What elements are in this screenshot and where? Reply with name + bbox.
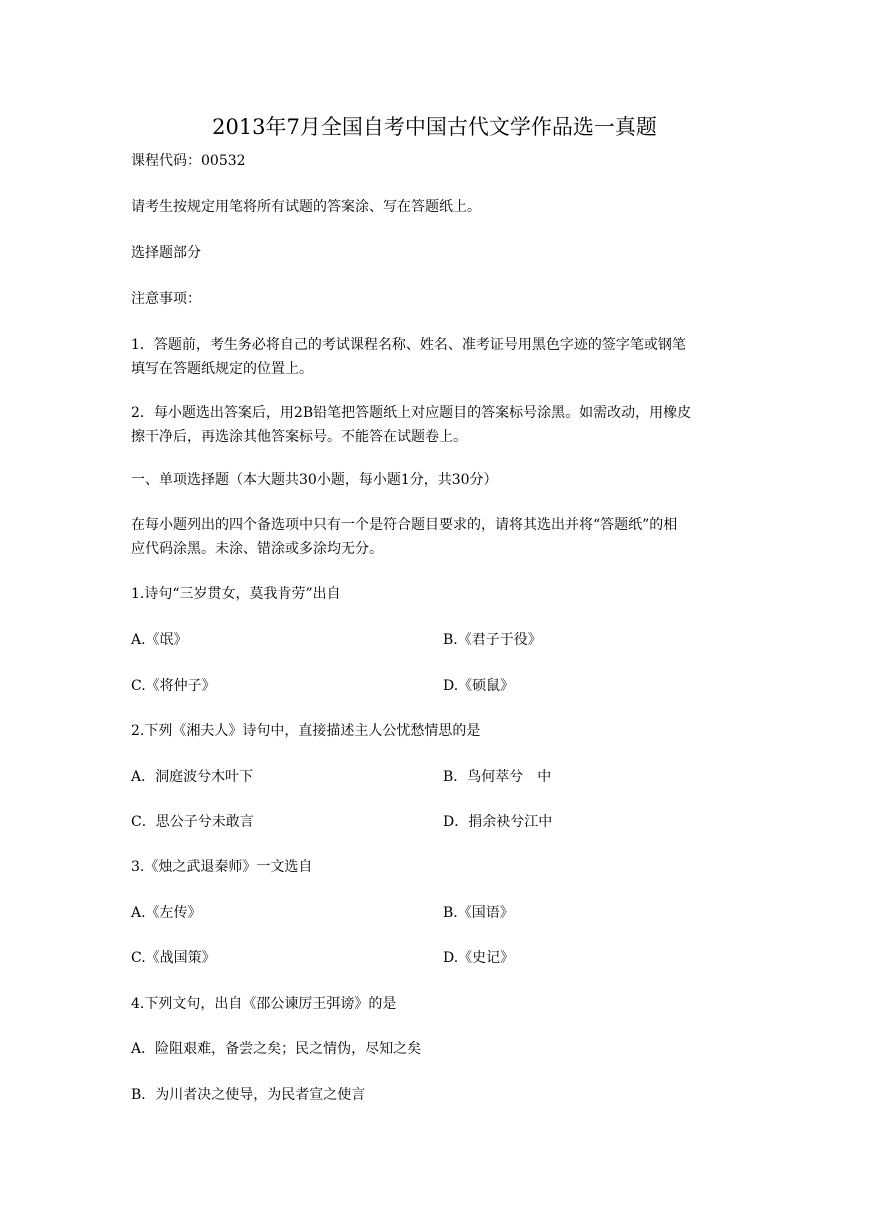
question-stem: 2.下列《湘夫人》诗句中，直接描述主人公忧愁情思的是 [131, 723, 481, 739]
option-d: D.《硕鼠》 [443, 678, 515, 694]
option-c: C.《战国策》 [131, 950, 216, 966]
question-stem: 4.下列文句，出自《邵公谏厉王弭谤》的是 [131, 996, 397, 1012]
document-title: 2013年7月全国自考中国古代文学作品选一真题 [212, 115, 657, 139]
question-stem: 1.诗句“三岁贯女，莫我肯劳”出自 [131, 586, 341, 602]
option-c: C.《将仲子》 [131, 678, 216, 694]
option-d: D．捐余袂兮江中 [443, 814, 553, 830]
notice-heading: 注意事项： [131, 291, 201, 307]
option-d: D.《史记》 [443, 950, 515, 966]
option-b: B．鸟何萃兮 中 [443, 769, 552, 785]
option-b: B.《国语》 [443, 905, 514, 921]
course-code: 课程代码：00532 [131, 153, 246, 169]
option-b: B．为川者决之使导，为民者宣之使言 [131, 1087, 366, 1103]
exam-instruction: 请考生按规定用笔将所有试题的答案涂、写在答题纸上。 [131, 199, 481, 215]
part-instruction-line-1: 在每小题列出的四个备选项中只有一个是符合题目要求的，请将其选出并将“答题纸”的相 [131, 517, 678, 533]
option-a: A．险阻艰难，备尝之矣；民之情伪，尽知之矣 [131, 1041, 422, 1057]
notice-1-line-1: 1．答题前，考生务必将自己的考试课程名称、姓名、准考证号用黑色字迹的签字笔或钢笔 [131, 337, 686, 353]
option-a: A.《左传》 [131, 905, 202, 921]
notice-1-line-2: 填写在答题纸规定的位置上。 [131, 361, 313, 377]
notice-2-line-1: 2．每小题选出答案后，用2B铅笔把答题纸上对应题目的答案标号涂黑。如需改动，用橡皮 [131, 405, 692, 421]
part-instruction-line-2: 应代码涂黑。未涂、错涂或多涂均无分。 [131, 541, 383, 557]
option-c: C．思公子兮未敢言 [131, 814, 254, 830]
section-heading: 选择题部分 [131, 245, 201, 261]
option-a: A．洞庭波兮木叶下 [131, 769, 254, 785]
question-stem: 3.《烛之武退秦师》一文选自 [131, 859, 313, 875]
part-heading: 一、单项选择题（本大题共30小题，每小题1分，共30分） [131, 472, 498, 488]
option-b: B.《君子于役》 [443, 632, 542, 648]
option-a: A.《氓》 [131, 632, 188, 648]
notice-2-line-2: 擦干净后，再选涂其他答案标号。不能答在试题卷上。 [131, 429, 467, 445]
